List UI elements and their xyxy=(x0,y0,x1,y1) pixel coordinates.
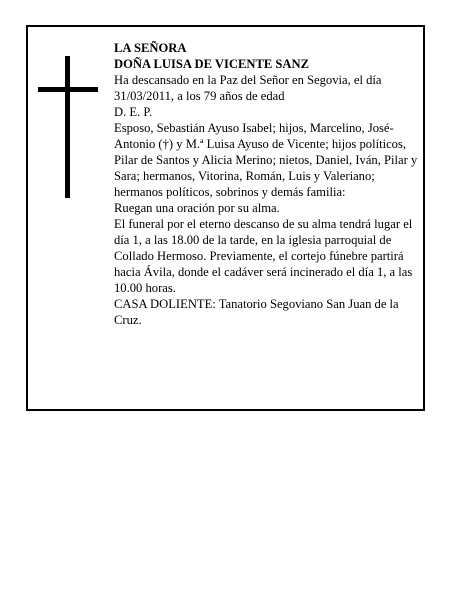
notice-title-line1: LA SEÑORA xyxy=(114,41,187,55)
notice-paragraph-dep: D. E. P. xyxy=(114,105,153,119)
notice-paragraph-funeral: El funeral por el eterno descanso de su alma tendrá lugar el día 1, a las 18.00 de la tarde, en la iglesia parroquial de Collado Hermoso. Previamente, el cortejo fúnebre partirá hacia Ávila, donde el cadáver será incinerado el día 1, a las 10.00 horas. xyxy=(114,217,413,295)
cross-horizontal-bar xyxy=(38,87,98,92)
cross-vertical-bar xyxy=(65,56,70,198)
notice-title-line2: DOÑA LUISA DE VICENTE SANZ xyxy=(114,57,310,71)
notice-text xyxy=(114,40,420,328)
notice-paragraph-mourning-house: CASA DOLIENTE: Tanatorio Segoviano San Juan de la Cruz. xyxy=(114,297,399,327)
cross-icon xyxy=(38,56,98,198)
obituary-notice xyxy=(26,25,425,411)
notice-paragraph-prayer: Ruegan una oración por su alma. xyxy=(114,201,280,215)
notice-paragraph-family: Esposo, Sebastián Ayuso Isabel; hijos, Marcelino, José-Antonio (†) y M.ª Luisa Ayuso de Vicente; hijos políticos, Pilar de Santos y Alicia Merino; nietos, Daniel, Iván, Pilar y Sara; hermanos, Vitorina, Román, Luis y Valeriano; hermanos políticos, sobrinos y demás familia: xyxy=(114,121,418,199)
notice-paragraph-death: Ha descansado en la Paz del Señor en Segovia, el día 31/03/2011, a los 79 años de edad xyxy=(114,73,382,103)
